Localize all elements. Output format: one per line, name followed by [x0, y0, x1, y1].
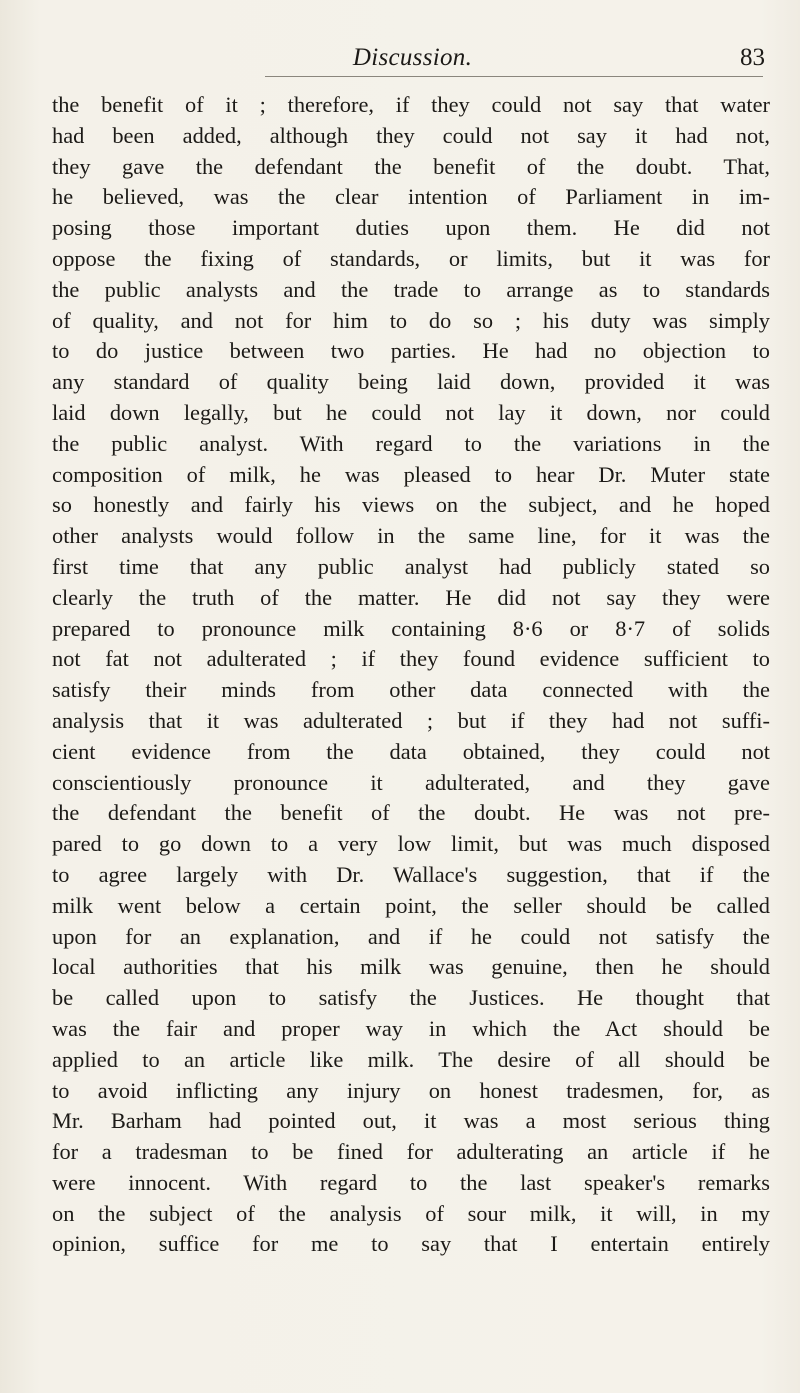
text-line: cient evidence from the data obtained, they could not	[52, 738, 770, 764]
text-line: to agree largely with Dr. Wallace's suggestion, that if the	[52, 861, 770, 887]
text-line: the public analysts and the trade to arrange as to standards	[52, 276, 770, 302]
text-line: he believed, was the clear intention of Parliament in im-	[52, 184, 770, 210]
text-line: had been added, although they could not say it had not,	[52, 122, 770, 148]
text-line: the defendant the benefit of the doubt. He was not pre-	[52, 800, 770, 826]
text-line: other analysts would follow in the same line, for it was the	[52, 523, 770, 549]
header-rule	[265, 76, 763, 77]
body-paragraph	[52, 90, 770, 1260]
text-line: prepared to pronounce milk containing 8·6 or 8·7 of solids	[52, 615, 770, 641]
text-line: composition of milk, he was pleased to hear Dr. Muter state	[52, 461, 770, 487]
text-line: milk went below a certain point, the seller should be called	[52, 892, 770, 918]
text-line: for a tradesman to be fined for adulterating an article if he	[52, 1139, 770, 1165]
text-line: so honestly and fairly his views on the subject, and he hoped	[52, 492, 770, 518]
text-line: analysis that it was adulterated ; but if they had not suffi-	[52, 707, 770, 733]
text-line: Mr. Barham had pointed out, it was a most serious thing	[52, 1108, 770, 1134]
text-line: to avoid inflicting any injury on honest tradesmen, for, as	[52, 1077, 770, 1103]
text-line: first time that any public analyst had publicly stated so	[52, 553, 770, 579]
text-line: was the fair and proper way in which the Act should be	[52, 1015, 770, 1041]
text-line: were innocent. With regard to the last speaker's remarks	[52, 1169, 770, 1195]
text-line: satisfy their minds from other data connected with the	[52, 677, 770, 703]
text-line: to do justice between two parties. He had no objection to	[52, 338, 770, 364]
text-line: on the subject of the analysis of sour milk, it will, in my	[52, 1200, 770, 1226]
text-line: pared to go down to a very low limit, but was much disposed	[52, 831, 770, 857]
text-line: not fat not adulterated ; if they found evidence sufficient to	[52, 646, 770, 672]
text-line: upon for an explanation, and if he could not satisfy the	[52, 923, 770, 949]
text-line: they gave the defendant the benefit of the doubt. That,	[52, 153, 770, 179]
running-head	[60, 44, 765, 80]
text-line: the benefit of it ; therefore, if they could not say that water	[52, 92, 770, 117]
running-title: Discussion.	[352, 44, 473, 71]
text-line: of quality, and not for him to do so ; his duty was simply	[52, 307, 770, 333]
text-line: clearly the truth of the matter. He did not say they were	[52, 584, 770, 610]
text-line: any standard of quality being laid down, provided it was	[52, 369, 770, 395]
text-line: posing those important duties upon them. He did not	[52, 215, 770, 241]
text-line: local authorities that his milk was genuine, then he should	[52, 954, 770, 980]
text-line: laid down legally, but he could not lay it down, nor could	[52, 399, 770, 425]
text-line: conscientiously pronounce it adulterated, and they gave	[52, 769, 770, 795]
page-number: 83	[740, 44, 765, 71]
text-line: be called upon to satisfy the Justices. He thought that	[52, 985, 770, 1011]
text-line: oppose the fixing of standards, or limits, but it was for	[52, 245, 770, 271]
text-line: the public analyst. With regard to the variations in the	[52, 430, 770, 456]
text-line: applied to an article like milk. The desire of all should be	[52, 1046, 770, 1072]
text-line: opinion, suffice for me to say that I entertain entirely	[52, 1231, 770, 1257]
